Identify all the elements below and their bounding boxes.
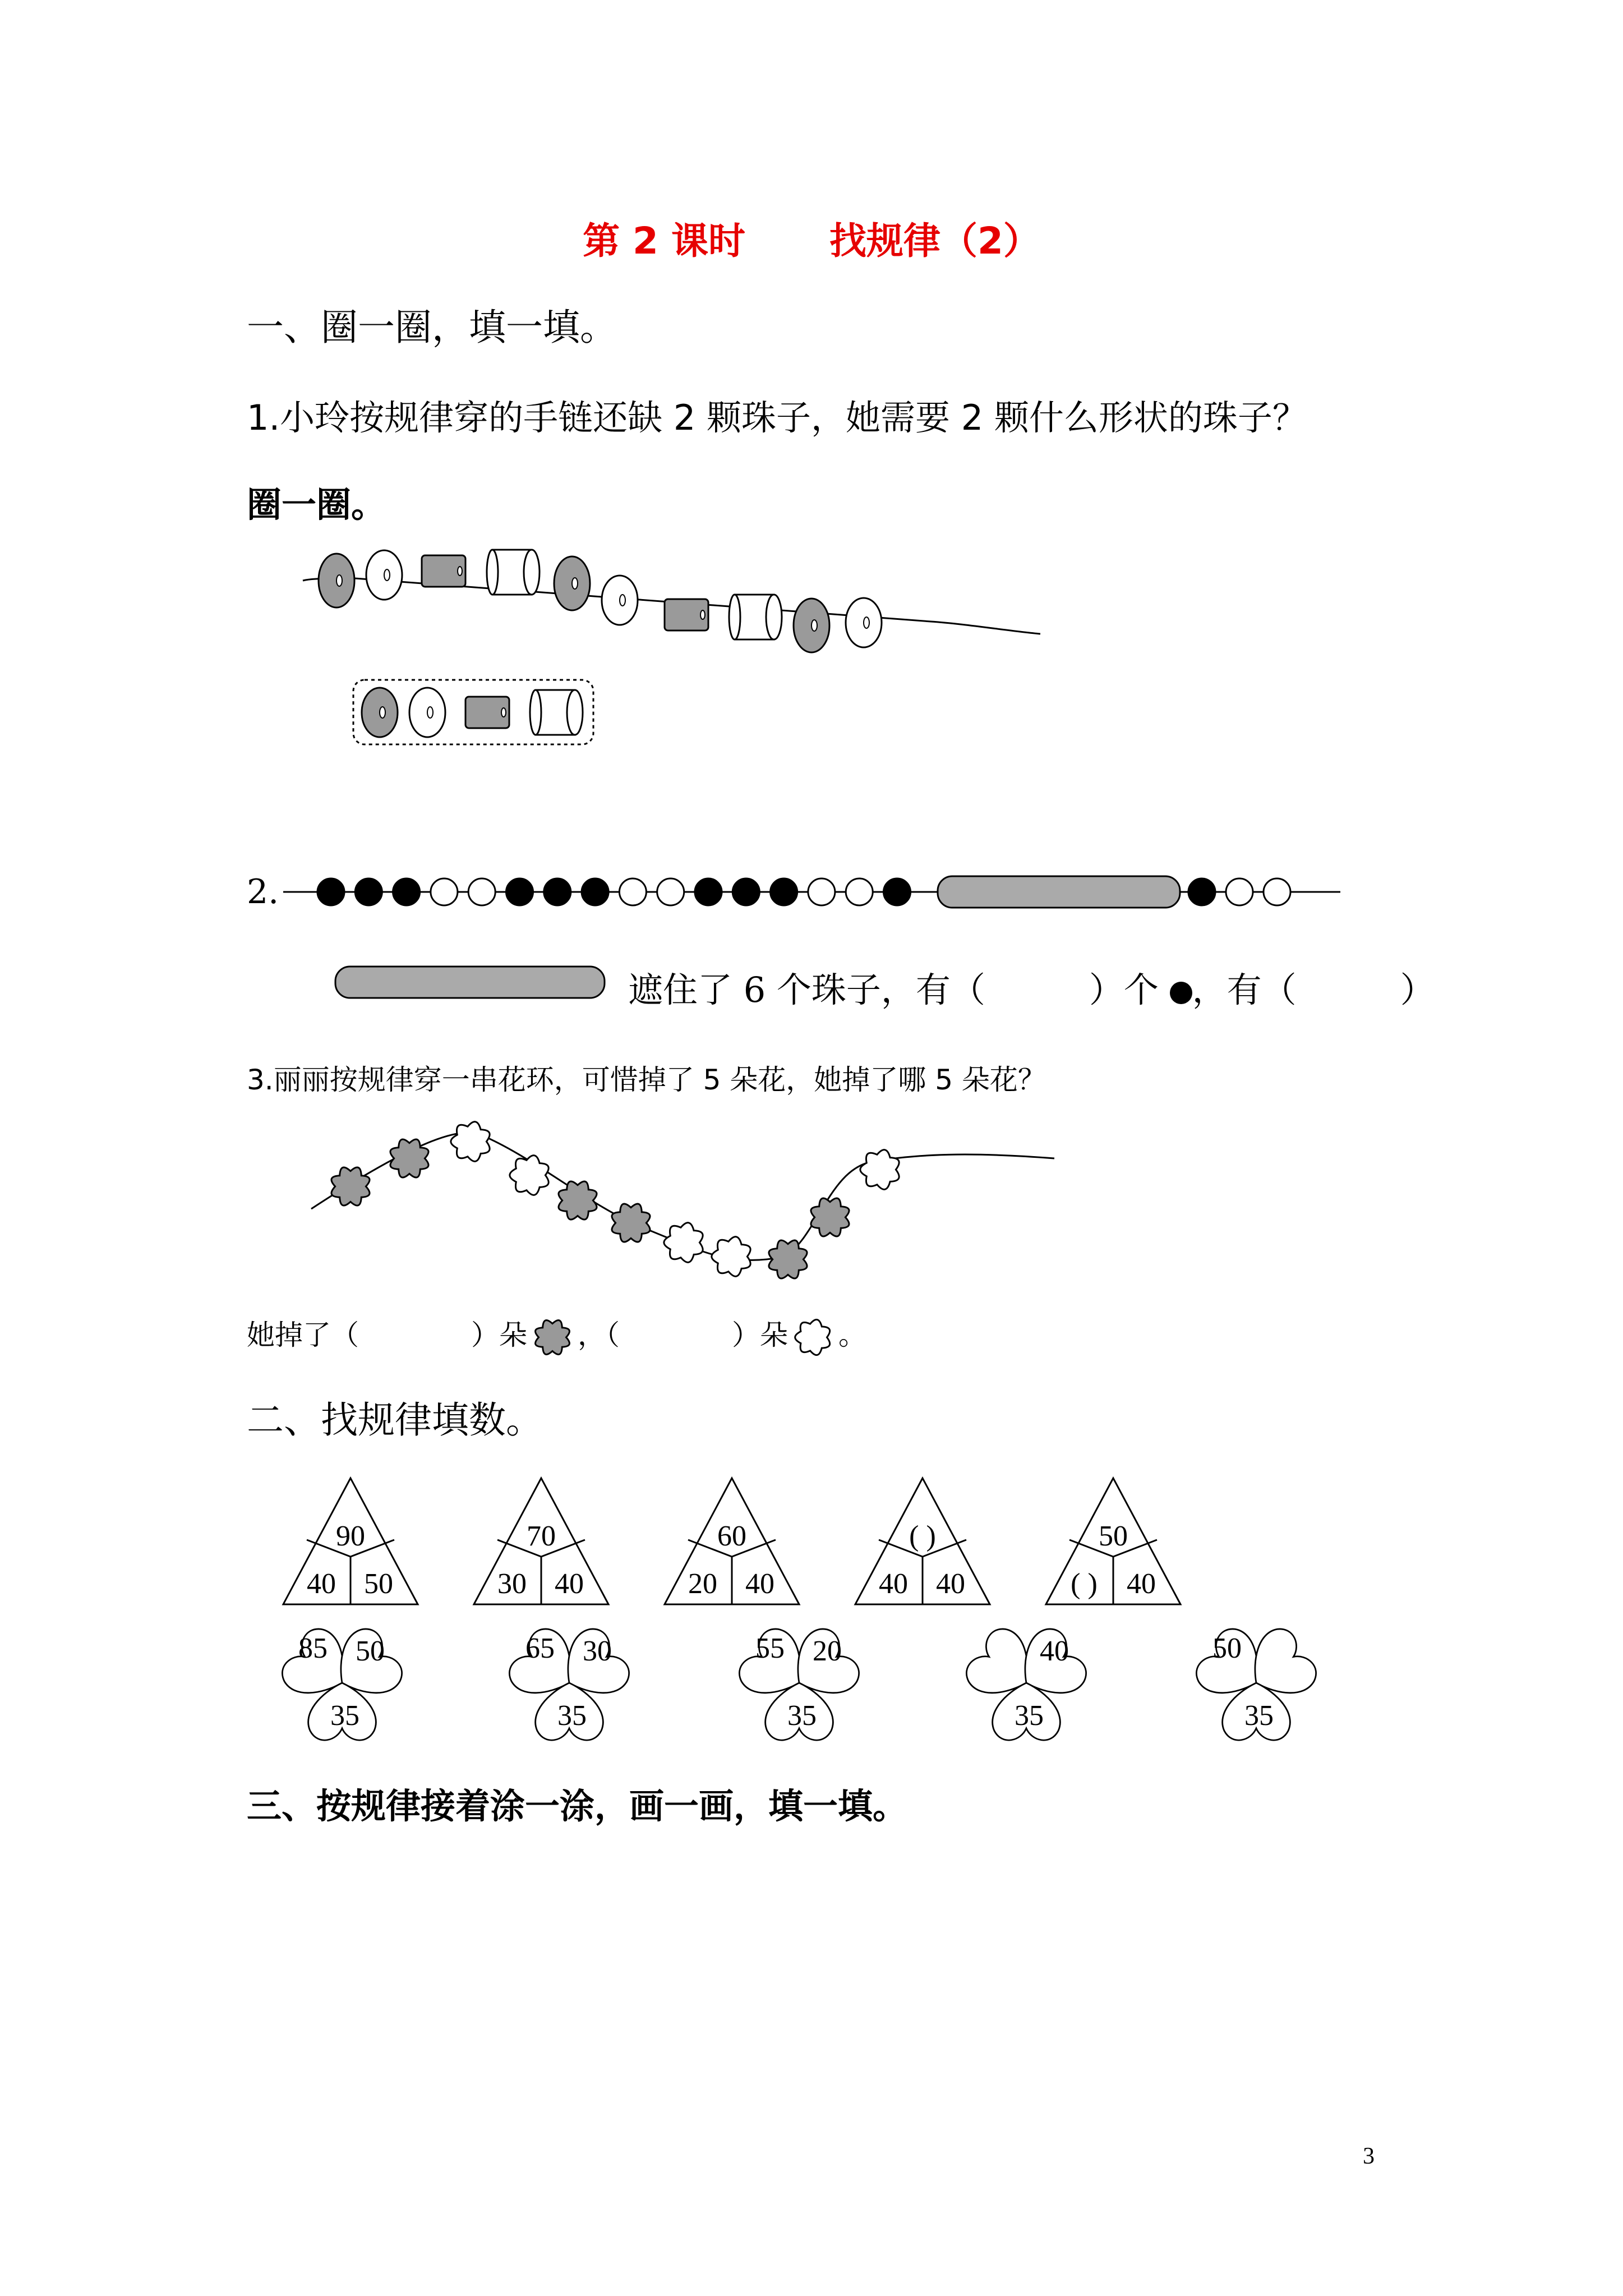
- triangle-top-value: 90: [336, 1520, 365, 1552]
- triangle-top-value: 50: [1099, 1520, 1128, 1552]
- lesson-label: 第 2 课时: [583, 219, 745, 263]
- triangle-left-value: 40: [879, 1568, 908, 1600]
- q1-text: 1.小玲按规律穿的手链还缺 2 颗珠子，她需要 2 颗什么形状的珠子？: [247, 397, 1307, 438]
- number-clover: [276, 1622, 409, 1740]
- triangle-top-value: 70: [527, 1520, 556, 1552]
- number-triangle: [855, 1478, 990, 1604]
- number-triangle: [1046, 1478, 1181, 1604]
- section3-heading: 三、按规律接着涂一涂，画一画，填一填。: [247, 1786, 908, 1826]
- number-triangle: [665, 1478, 799, 1604]
- triangle-left-value: ( ): [1071, 1568, 1098, 1600]
- clover-bottom-value: 35: [787, 1700, 817, 1732]
- section2-heading: 二、找规律填数。: [247, 1398, 543, 1442]
- number-clover: [1190, 1622, 1323, 1740]
- triangle-right-value: 40: [1127, 1568, 1156, 1600]
- page-number: 3: [1363, 2143, 1375, 2169]
- triangle-left-value: 20: [688, 1568, 717, 1600]
- clover-left-value: 85: [298, 1632, 328, 1664]
- triangle-top-value: ( ): [909, 1520, 936, 1552]
- triangle-right-value: 40: [555, 1568, 584, 1600]
- clover-right-value: 50: [356, 1635, 385, 1667]
- number-clover: [733, 1622, 866, 1740]
- number-triangle: [283, 1478, 418, 1604]
- q1-instruction: 圈一圈。: [247, 484, 386, 525]
- number-triangle: [474, 1478, 608, 1604]
- triangle-right-value: 50: [364, 1568, 393, 1600]
- clover-left-value: 65: [525, 1632, 555, 1664]
- q3-answer-b: ）朵: [471, 1319, 527, 1351]
- q2-text-covered: 遮住了 6 个珠子，有（: [628, 969, 985, 1010]
- clover-bottom-value: 35: [1244, 1700, 1274, 1732]
- triangle-left-value: 30: [497, 1568, 527, 1600]
- q3-answer-a: 她掉了（: [247, 1319, 359, 1351]
- clover-left-value: 50: [1212, 1632, 1242, 1664]
- clover-left-value: 55: [755, 1632, 785, 1664]
- clover-bottom-value: 35: [1015, 1700, 1044, 1732]
- triangle-left-value: 40: [307, 1568, 336, 1600]
- q2-text-have: ，有（: [1192, 969, 1297, 1010]
- clover-right-value: 40: [1040, 1635, 1069, 1667]
- clover-bottom-value: 35: [330, 1700, 359, 1732]
- q3-answer-c: ，（: [578, 1319, 620, 1351]
- clover-right-value: 20: [813, 1635, 842, 1667]
- clover-right-value: 30: [583, 1635, 612, 1667]
- triangle-top-value: 60: [717, 1520, 746, 1552]
- q2-text-end: ）: [1400, 969, 1435, 1010]
- clover-bottom-value: 35: [557, 1700, 587, 1732]
- q2-text-mid: ）个: [1089, 969, 1159, 1010]
- q3-answer-d: ）朵: [732, 1319, 788, 1351]
- number-clover: [960, 1622, 1093, 1740]
- q2-number: 2.: [247, 872, 279, 912]
- triangle-right-value: 40: [936, 1568, 965, 1600]
- number-clover: [503, 1622, 636, 1740]
- q3-text: 3.丽丽按规律穿一串花环，可惜掉了 5 朵花，她掉了哪 5 朵花？: [247, 1064, 1046, 1096]
- section1-heading: 一、圈一圈，填一填。: [247, 306, 617, 349]
- topic-label: 找规律（2）: [829, 219, 1040, 263]
- q3-answer-end: 。: [838, 1319, 866, 1351]
- triangle-right-value: 40: [745, 1568, 774, 1600]
